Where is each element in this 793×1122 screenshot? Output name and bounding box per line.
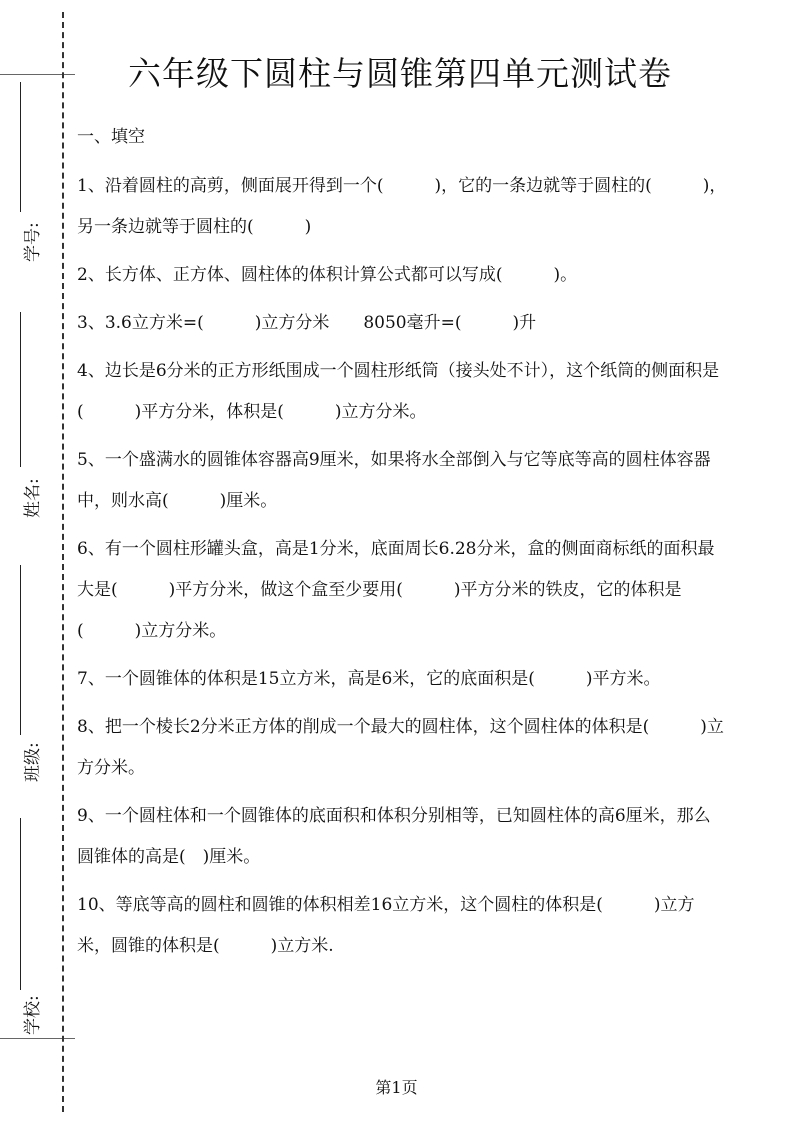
student-id-label: 学号: bbox=[23, 222, 43, 262]
question-5: 5、一个盛满水的圆锥体容器高9厘米，如果将水全部倒入与它等底等高的圆柱体容器中，则水高( )厘米。 bbox=[77, 450, 711, 511]
class-line bbox=[20, 565, 21, 735]
page-number: 第1页 bbox=[375, 1078, 418, 1097]
question-list bbox=[77, 122, 727, 974]
name-line bbox=[20, 312, 21, 467]
school-label: 学校: bbox=[23, 995, 43, 1035]
question-4: 4、边长是6分米的正方形纸围成一个圆柱形纸筒（接头处不计），这个纸筒的侧面积是( )平方分米，体积是( )立方分米。 bbox=[77, 361, 720, 422]
question-1: 1、沿着圆柱的高剪，侧面展开得到一个( )，它的一条边就等于圆柱的( )，另一条边就等于圆柱的( ) bbox=[77, 176, 727, 237]
question-6: 6、有一个圆柱形罐头盒，高是1分米，底面周长6.28分米，盒的侧面商标纸的面积最大是( )平方分米，做这个盒至少要用( )平方分米的铁皮，它的体积是( )立方分米。 bbox=[77, 539, 715, 641]
cut-line bbox=[62, 12, 64, 1112]
question-2: 2、长方体、正方体、圆柱体的体积计算公式都可以写成( )。 bbox=[77, 265, 578, 285]
page-title: 六年级下圆柱与圆锥第四单元测试卷 bbox=[128, 54, 672, 93]
school-line bbox=[20, 818, 21, 990]
question-10: 10、等底等高的圆柱和圆锥的体积相差16立方米，这个圆柱的体积是( )立方米，圆锥的体积是( )立方米. bbox=[77, 895, 695, 956]
question-8: 8、把一个棱长2分米正方体的削成一个最大的圆柱体，这个圆柱体的体积是( )立方分米。 bbox=[77, 717, 724, 778]
question-3: 3、3.6立方米=( )立方分米 8050毫升=( )升 bbox=[77, 313, 537, 333]
question-7: 7、一个圆锥体的体积是15立方米，高是6米，它的底面积是( )平方米。 bbox=[77, 669, 661, 689]
binding-margin bbox=[0, 0, 75, 1122]
name-label: 姓名: bbox=[23, 478, 43, 518]
section-heading: 一、填空 bbox=[77, 127, 145, 147]
class-label: 班级: bbox=[23, 742, 43, 782]
question-9: 9、一个圆柱体和一个圆锥体的底面积和体积分别相等，已知圆柱体的高6厘米，那么圆锥体的高是( )厘米。 bbox=[77, 806, 711, 867]
student-id-line bbox=[20, 82, 21, 212]
